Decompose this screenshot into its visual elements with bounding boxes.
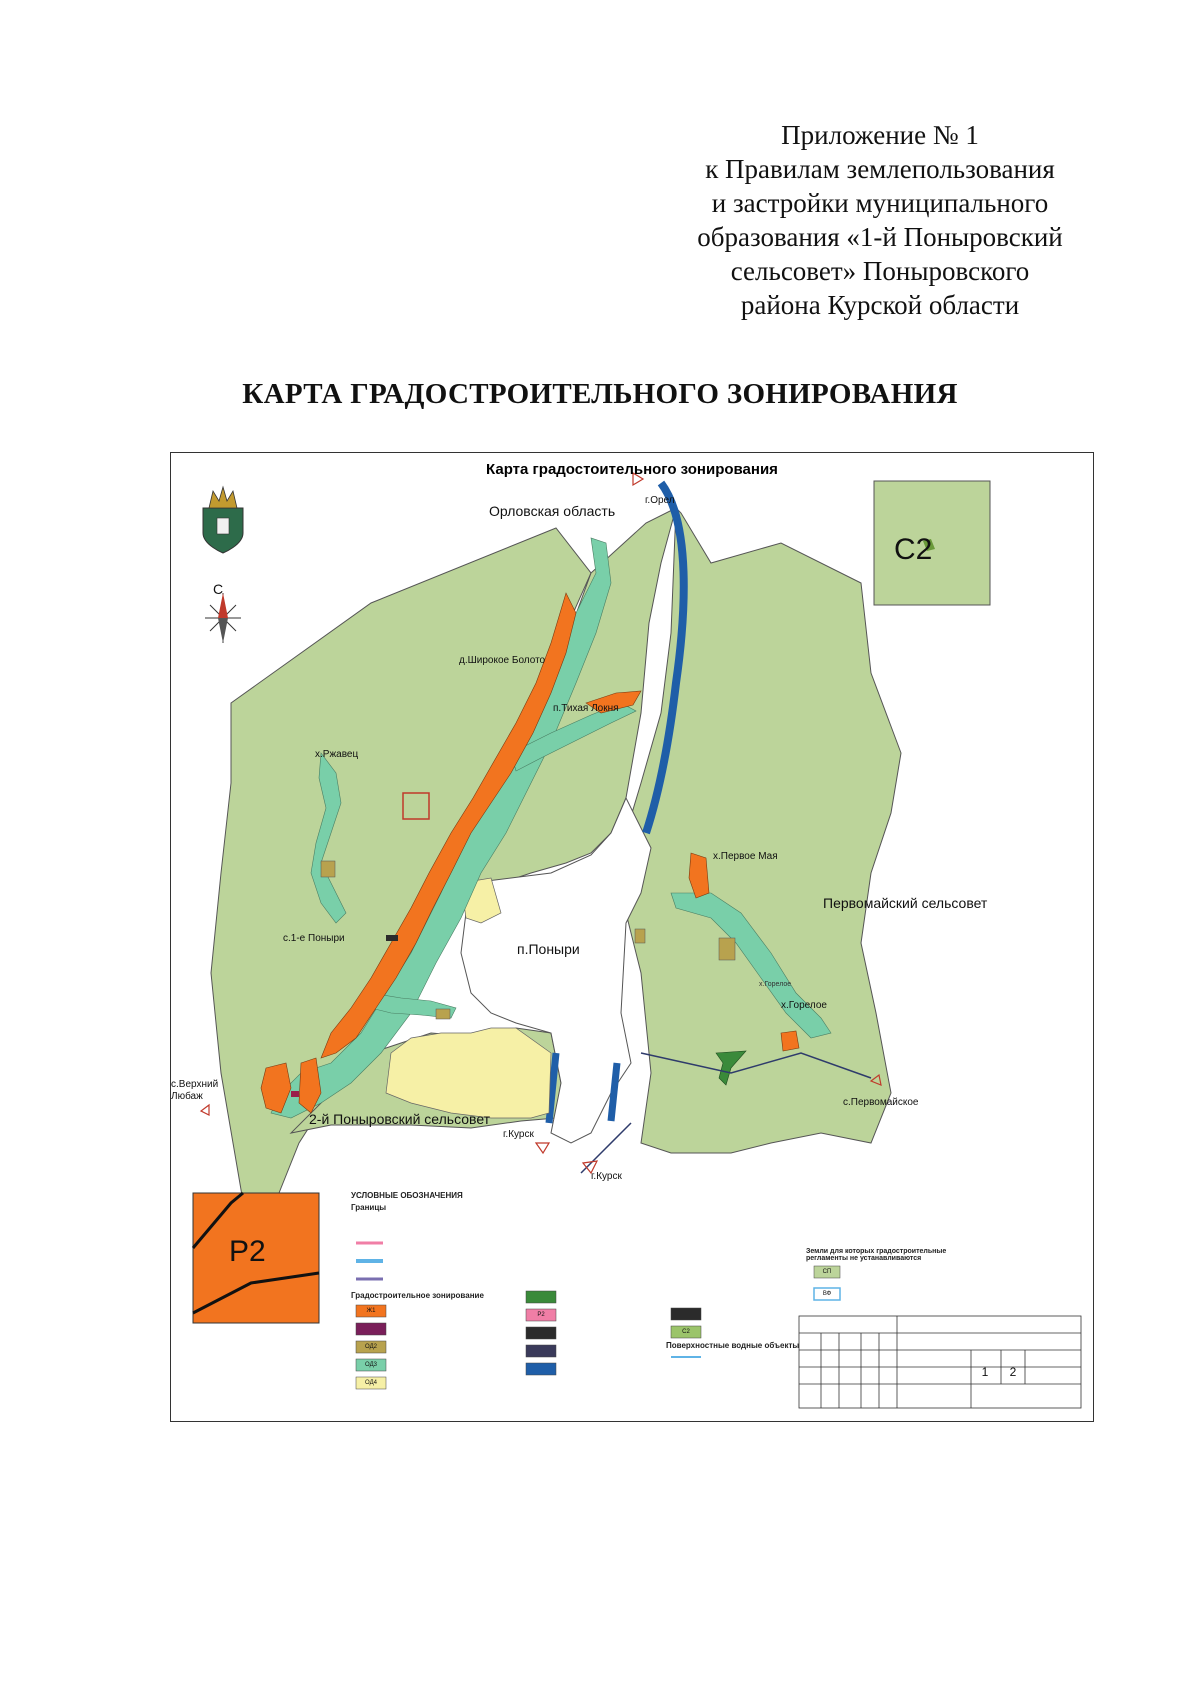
legend-water-title: Поверхностные водные объекты [666,1341,800,1350]
settlement-label-shirokoe: д.Широкое Болото [459,655,546,666]
legend-code-od2: ОД2 [365,1344,377,1350]
legend-code-od3: ОД3 [365,1362,377,1368]
territory-east-polygon [621,508,901,1153]
legend-code-zh1: Ж1 [366,1308,376,1314]
page-title: КАРТА ГРАДОСТРОИТЕЛЬНОГО ЗОНИРОВАНИЯ [242,378,958,410]
settlement-label-ponyri: п.Поныри [517,941,580,957]
legend-zoning-title: Градостроительное зонирование [351,1291,484,1300]
direction-arrow-verkhny [201,1105,209,1115]
zoning-map [170,452,1094,1422]
settlement-label-tikhaya: п.Тихая Локня [553,703,619,714]
legend-title: УСЛОВНЫЕ ОБОЗНАЧЕНИЯ [351,1191,463,1200]
inset-top-code: С2 [894,533,933,566]
dark-zone-mark-1 [386,935,398,941]
appendix-line: к Правилам землепользования [705,154,1055,184]
direction-label-kursk-1: г.Курск [503,1129,534,1140]
direction-label-orel: г.Орел [645,495,675,506]
settlement-label-pervomaiskoe: с.Первомайское [843,1097,919,1108]
settlement-label-first-ponyri: с.1-е Поныри [283,933,345,944]
north-letter: С [213,581,224,597]
public-zone-1 [321,861,335,877]
legend-boundary-samples [356,1243,383,1279]
legend-boundaries-title: Границы [351,1203,387,1212]
crimson-zone-mark [291,1091,299,1097]
title-block-stamp [799,1316,1081,1408]
appendix-note [650,118,1110,322]
legend-code-od4: ОД4 [365,1380,377,1386]
legend-code-s2: С2 [682,1329,690,1335]
legend-zone-swatches-col2 [526,1291,556,1375]
public-zone-4 [436,1009,450,1019]
direction-arrow-kursk-1 [536,1143,549,1153]
legend-code-sp: СП [822,1269,832,1275]
coat-of-arms-icon [203,487,243,553]
settlement-label-gorelye: х.Горелое [781,1000,827,1011]
appendix-line: и застройки муниципального [711,188,1049,218]
stamp-sheets-total: 2 [1009,1365,1017,1379]
settlement-label-gorelye-small: х.Горелое [759,981,792,988]
settlement-label-rzhavets: х.Ржавец [315,749,359,760]
region-label-second-ponyrovsky: 2-й Поныровский сельсовет [309,1111,491,1127]
settlement-label-pervoe-maya: х.Первое Мая [713,851,778,862]
direction-label-kursk-2: г.Курск [591,1171,622,1182]
inset-bottom-code: Р2 [229,1235,266,1268]
appendix-line: района Курской области [740,290,1020,320]
stamp-sheet-number: 1 [981,1365,989,1379]
region-label-pervomaisky: Первомайский сельсовет [823,895,988,911]
legend-unregulated-title: Земли для которых градостроительные регламенты не устанавливаются [806,1248,947,1262]
appendix-line: Приложение № 1 [781,120,979,150]
settlement-label-verkhny-1: с.Верхний [171,1079,219,1090]
appendix-line: образования «1-й Поныровский [697,222,1063,252]
settlement-label-verkhny-2: Любаж [171,1091,203,1102]
region-label-orel: Орловская область [489,503,616,519]
map-title: Карта градостоительного зонирования [486,461,778,478]
residential-zone-gorelye [781,1031,799,1051]
legend-code-r2: Р2 [537,1312,545,1318]
north-arrow-icon [205,593,241,643]
public-zone-2 [719,938,735,960]
legend-code-vf: ВФ [822,1291,832,1297]
public-zone-3 [635,929,645,943]
appendix-line: сельсовет» Поныровского [730,256,1030,286]
